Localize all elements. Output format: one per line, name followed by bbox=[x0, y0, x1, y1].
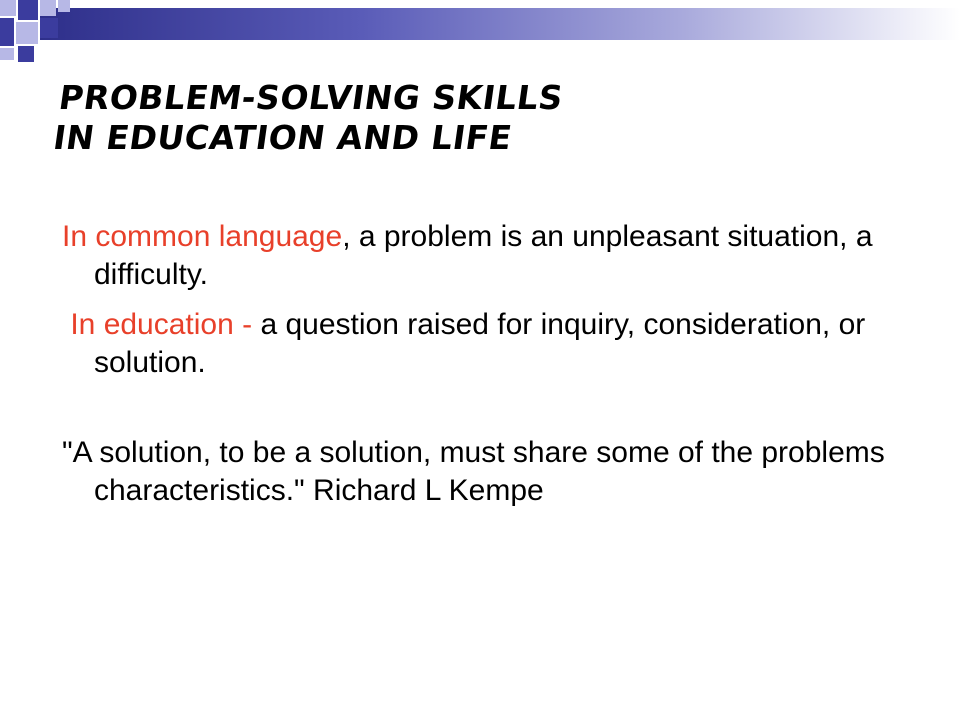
accent-common-language: In common language bbox=[62, 220, 343, 253]
paragraph-common-language bbox=[62, 218, 922, 294]
square-light bbox=[16, 22, 38, 44]
title-line-2: IN EDUCATION AND LIFE bbox=[50, 118, 515, 157]
square-dark bbox=[0, 18, 14, 46]
square-light bbox=[0, 0, 16, 16]
paragraph-education bbox=[62, 306, 922, 382]
decorative-squares bbox=[0, 0, 80, 64]
square-light bbox=[40, 0, 56, 16]
square-dark bbox=[40, 18, 58, 38]
accent-education: In education - bbox=[62, 308, 261, 341]
title-line-1: PROBLEM-SOLVING SKILLS bbox=[56, 78, 566, 117]
slide-title bbox=[51, 78, 566, 158]
paragraph-common-language-text: , a problem is an unpleasant situation, a difficulty. bbox=[94, 220, 873, 291]
square-dark bbox=[18, 46, 34, 62]
slide-body bbox=[62, 218, 922, 522]
square-light bbox=[0, 48, 14, 60]
paragraph-quote: "A solution, to be a solution, must share some of the problems characteristics." Richard L Kempe bbox=[62, 436, 885, 507]
square-dark bbox=[18, 0, 38, 20]
square-light bbox=[58, 0, 70, 12]
paragraph-education-text: a question raised for inquiry, consideration, or solution. bbox=[94, 308, 866, 379]
header-gradient-band bbox=[40, 8, 960, 40]
